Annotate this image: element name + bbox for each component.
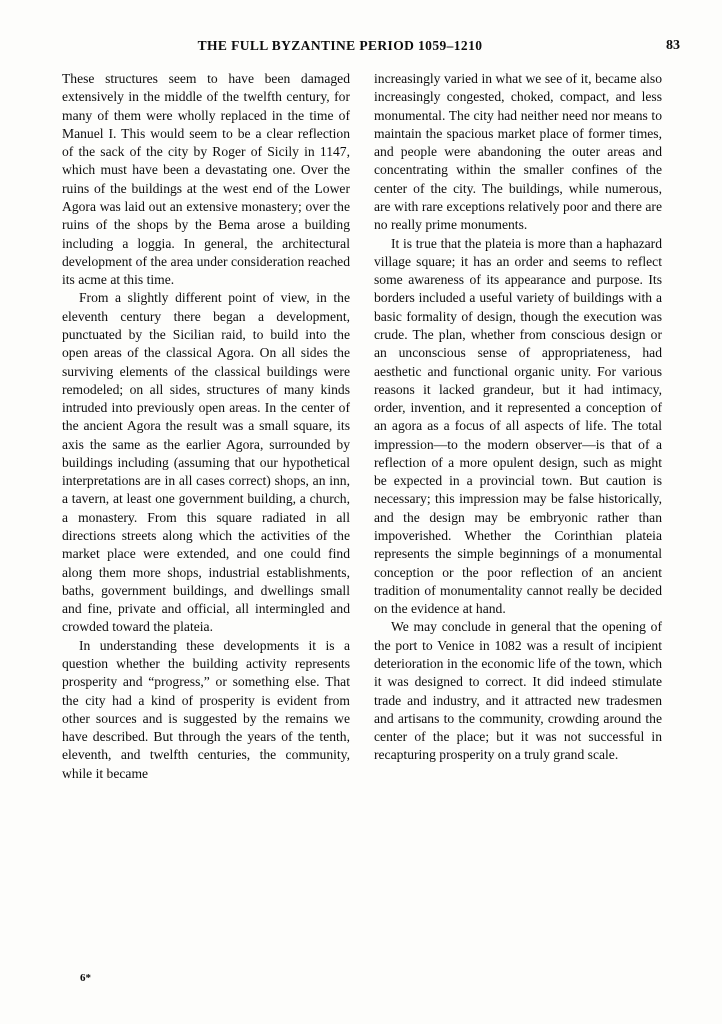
paragraph: We may conclude in general that the opening of the port to Venice in 1082 was a result of incipient deterioration in the economic life of the town, which it was designed to correct. It did indeed stimulate trade and industry, and it attracted new tradesmen and artisans to the community, crowding around the center of the place; but it was not successful in recapturing prosperity on a truly grand scale.: [374, 619, 662, 763]
left-column: [62, 70, 350, 783]
right-column: [374, 70, 662, 783]
paragraph: These structures seem to have been damaged extensively in the middle of the twelfth century, for many of them were wholly replaced in the time of Manuel I. This would seem to be a clear reflection of the sack of the city by Roger of Sicily in 1147, which must have been a devastating one. Over the ruins of the buildings at the west end of the Lower Agora was laid out an extensive monastery; over the ruins of the shops by the Bema arose a building including a loggia. In general, the architectural development of the area under consideration reached its acme at this time.: [62, 71, 350, 288]
running-head: THE FULL BYZANTINE PERIOD 1059–1210: [197, 38, 483, 53]
paragraph: In understanding these developments it is a question whether the building activity represents prosperity and “progress,” or something else. That the city had a kind of prosperity is evident from other sources and is suggested by the remains we have described. But through the years of the tenth, eleventh, and twelfth centuries, the community, while it became: [62, 637, 350, 781]
page-number: 83: [666, 38, 680, 53]
paragraph: increasingly varied in what we see of it, became also increasingly congested, choked, compact, and less monumental. The city had neither need nor means to maintain the spacious market place of former times, and people were abandoning the outer areas and concentrating within the smaller confines of the center of the city. The buildings, while numerous, are with rare exceptions relatively poor and there are no really prime monuments.: [374, 71, 662, 233]
paragraph: From a slightly different point of view, in the eleventh century there began a development, punctuated by the Sicilian raid, to build into the open areas of the classical Agora. On all sides the surviving elements of the classical buildings were remodeled; on all sides, structures of many kinds intruded into previously open areas. In the center of the ancient Agora the result was a small square, its axis the same as the earlier Agora, surrounded by buildings including (assuming that our hypothetical interpretations are in all cases correct) shops, an inn, a tavern, at least one government building, a church, a monastery. From this square radiated in all directions streets along which the activities of the market place were extended, and one could find along them more shops, industrial establishments, baths, government buildings, and dwellings small and fine, private and official, all intermingled and crowded toward the plateia.: [62, 290, 350, 635]
paragraph: It is true that the plateia is more than a haphazard village square; it has an order and seems to reflect some awareness of its appearance and purpose. Its borders included a useful variety of buildings with a basic formality of design, though the execution was crude. The plan, whether from conscious design or an unconscious sense of appropriateness, had aesthetic and functional organic unity. For various reasons it lacked grandeur, but it had intimacy, order, invention, and it represented a conception of an agora as a focus of all aspects of life. The total impression—to the modern observer—is that of a reflection of a more opulent design, such as might be expected in a provincial town. But caution is necessary; this impression may be false historically, and the design may be embryonic rather than impoverished. Whether the Corinthian plateia represents the simple beginnings of a monumental conception or the poor reflection of an ancient tradition of monumentality cannot really be decided on the evidence at hand.: [374, 235, 662, 617]
page-header: [60, 38, 680, 60]
signature-mark: 6*: [80, 972, 91, 984]
body-columns: [62, 70, 662, 783]
